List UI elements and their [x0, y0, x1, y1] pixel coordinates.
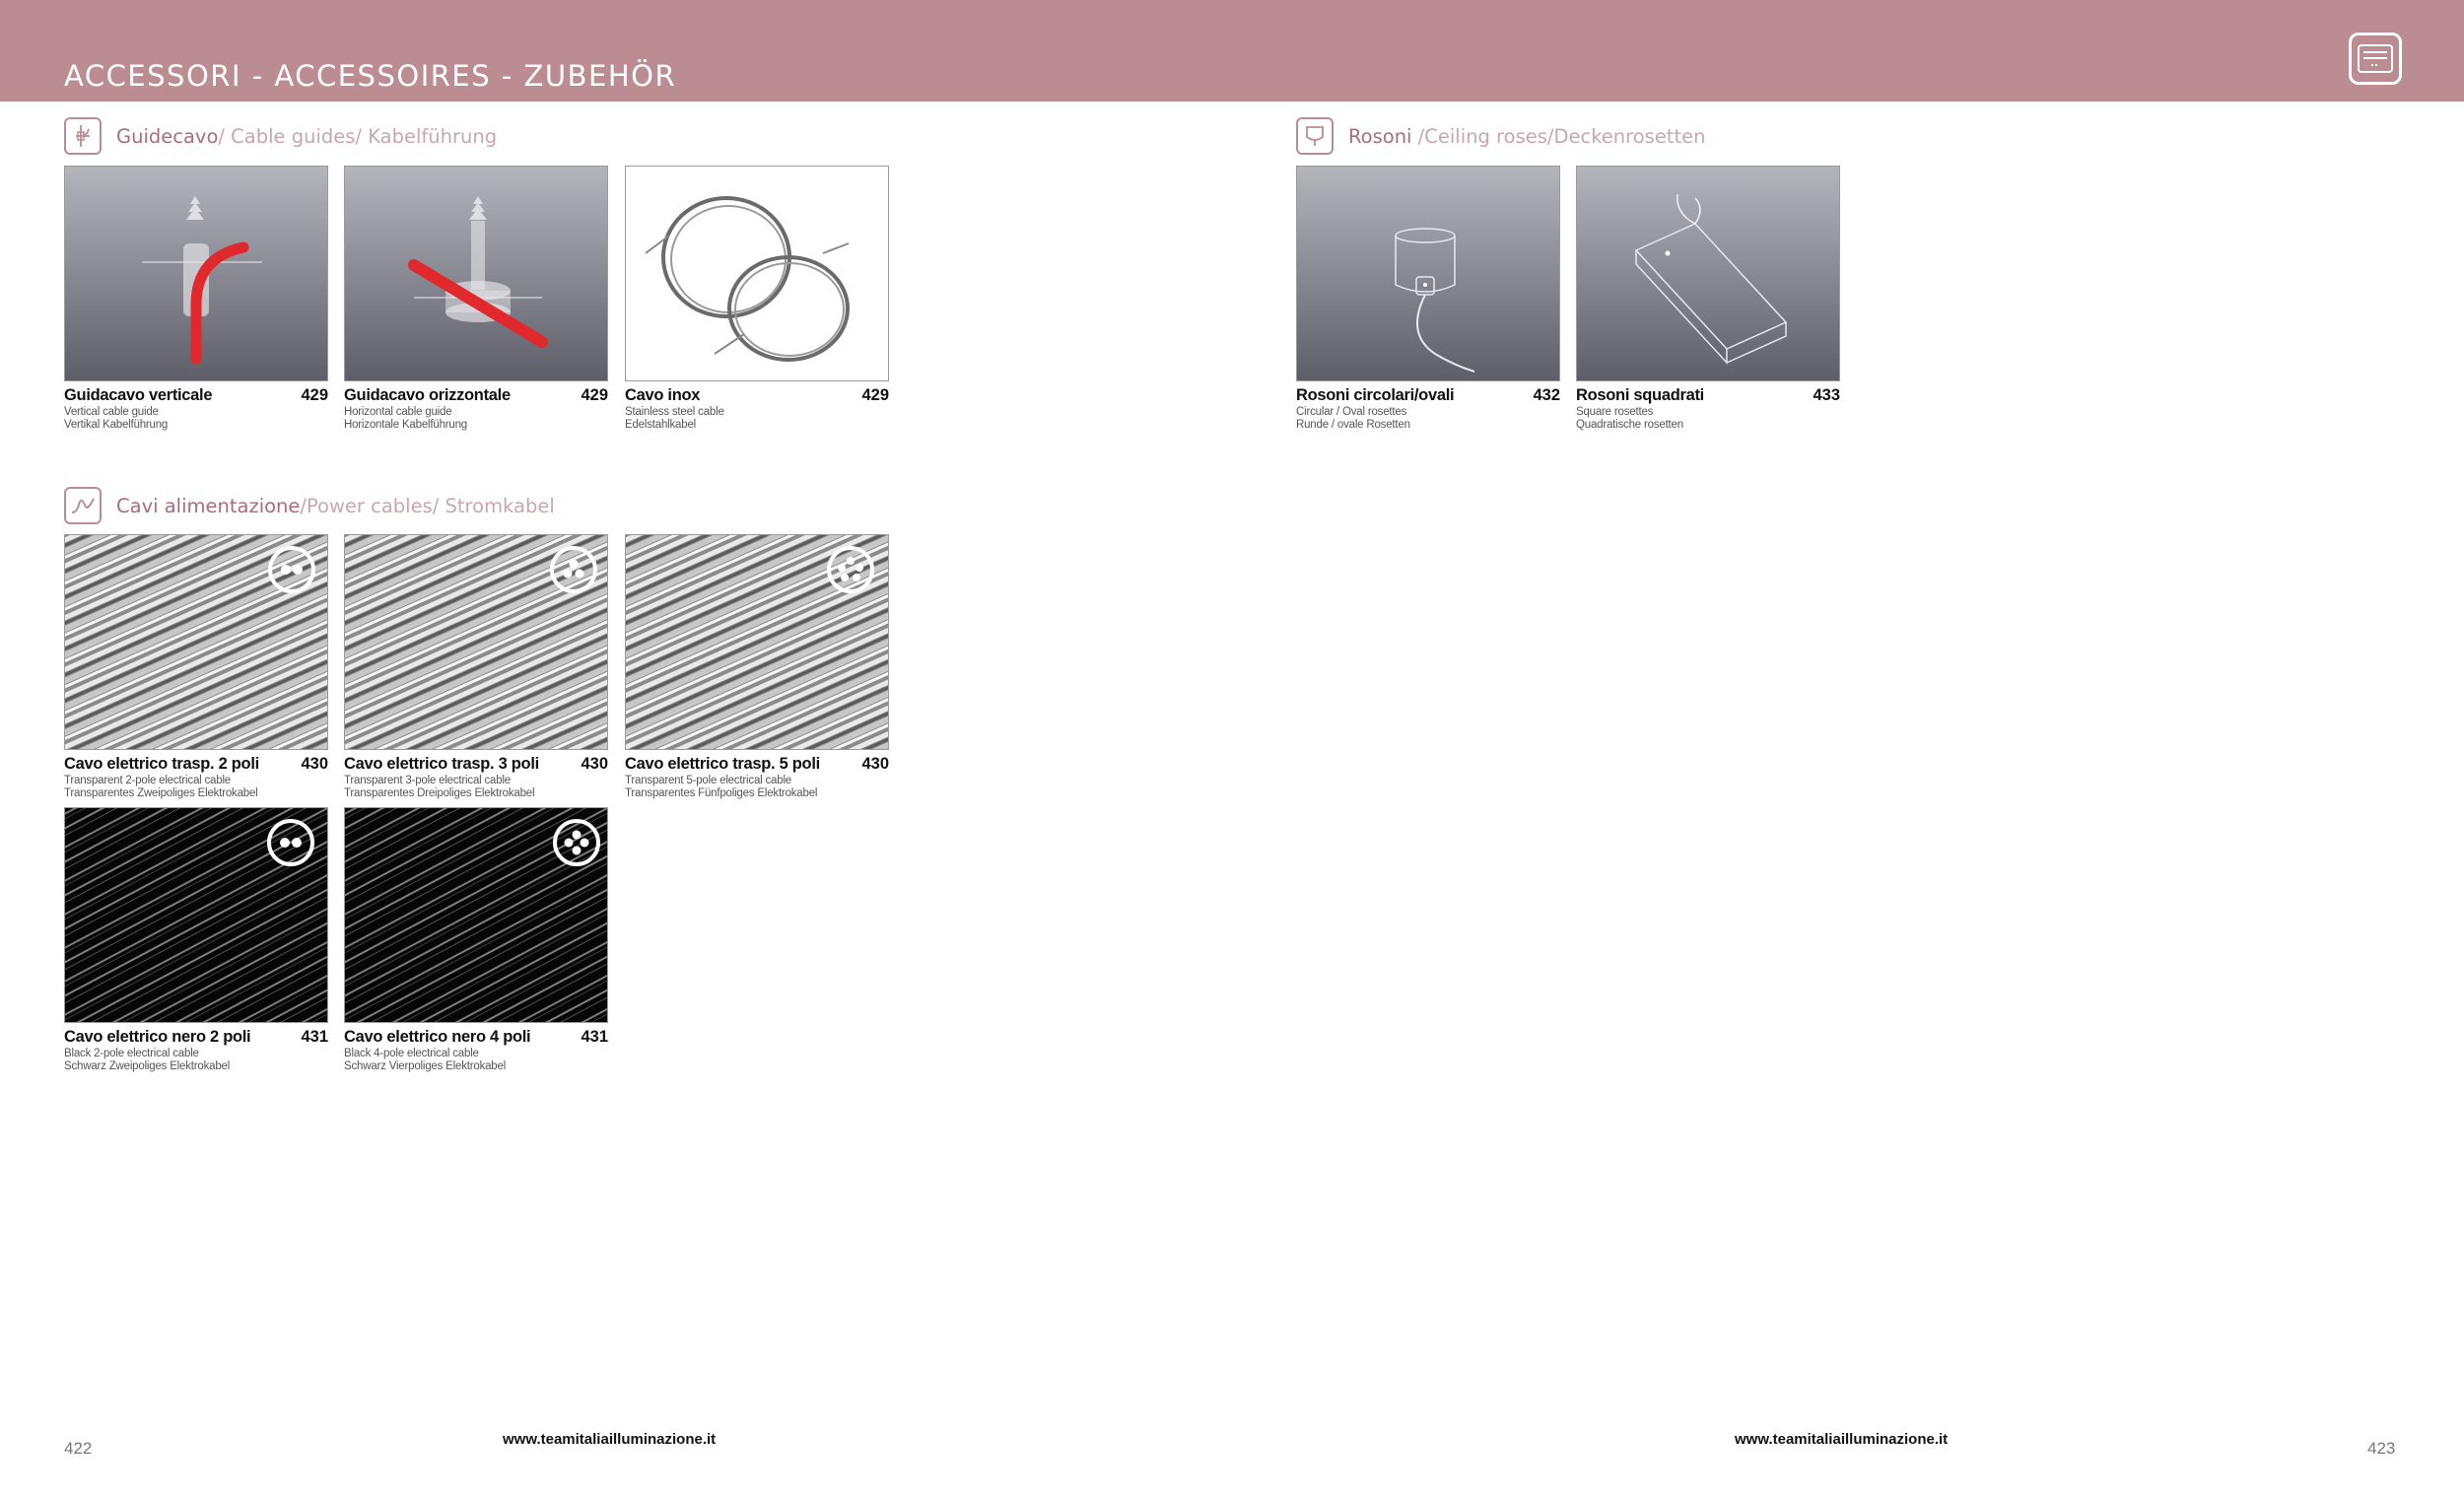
product-image [344, 166, 608, 381]
product-title: Cavo elettrico trasp. 2 poli [64, 755, 259, 773]
product-desc-de: Runde / ovale Rosetten [1296, 419, 1410, 431]
page-reference: 432 [1533, 386, 1560, 404]
product-title: Guidacavo orizzontale [344, 386, 511, 404]
product-desc-de: Quadratische rosetten [1576, 419, 1683, 431]
product-desc-de: Transparentes Zweipoliges Elektrokabel [64, 787, 258, 799]
menu-button[interactable] [2349, 33, 2402, 85]
product-image [344, 807, 608, 1023]
product-card-guide-vertical[interactable] [64, 166, 328, 434]
product-image [64, 807, 328, 1023]
product-title: Guidacavo verticale [64, 386, 213, 404]
product-card-rosoni-squadrati[interactable] [1576, 166, 1840, 434]
product-image [64, 534, 328, 750]
product-desc-en: Transparent 5-pole electrical cable [625, 775, 791, 786]
product-desc-de: Schwarz Vierpoliges Elektrokabel [344, 1060, 507, 1072]
product-title: Rosoni squadrati [1576, 386, 1704, 404]
product-desc-en: Black 2-pole electrical cable [64, 1048, 199, 1059]
product-desc-en: Transparent 2-pole electrical cable [64, 775, 231, 786]
product-desc-en: Transparent 3-pole electrical cable [344, 775, 511, 786]
product-title: Cavo elettrico trasp. 5 poli [625, 755, 820, 773]
product-image [64, 166, 328, 381]
section-subtitle: /Ceiling roses/Deckenrosetten [1411, 124, 1706, 148]
page-reference: 431 [301, 1028, 328, 1046]
cable-guide-icon [64, 117, 102, 155]
product-title: Cavo inox [625, 386, 701, 404]
product-card-nero-2[interactable] [64, 807, 328, 1075]
page-number-right: 423 [2367, 1439, 2396, 1458]
page-reference: 429 [301, 386, 328, 404]
product-card-guide-horizontal[interactable] [344, 166, 608, 434]
product-image [625, 534, 889, 750]
product-card-trasp-2[interactable] [64, 534, 328, 802]
page-reference: 429 [861, 386, 889, 404]
product-desc-de: Horizontale Kabelführung [344, 419, 467, 431]
page-reference: 430 [301, 755, 328, 773]
section-title: Rosoni [1348, 124, 1412, 148]
page-title: ACCESSORI - ACCESSOIRES - ZUBEHÖR [64, 59, 677, 93]
product-image [1296, 166, 1560, 381]
product-card-rosoni-circolari[interactable] [1296, 166, 1560, 434]
product-card-nero-4[interactable] [344, 807, 608, 1075]
product-desc-en: Circular / Oval rosettes [1296, 406, 1407, 418]
product-card-trasp-5[interactable] [625, 534, 889, 802]
ceiling-rose-icon [1296, 117, 1334, 155]
product-desc-en: Square rosettes [1576, 406, 1654, 418]
page-reference: 431 [581, 1028, 608, 1046]
section-power-cables [64, 487, 555, 524]
product-desc-en: Horizontal cable guide [344, 406, 452, 418]
power-cable-icon [64, 487, 102, 524]
product-image [344, 534, 608, 750]
product-desc-en: Black 4-pole electrical cable [344, 1048, 479, 1059]
page-header [0, 0, 2464, 102]
product-title: Cavo elettrico nero 2 poli [64, 1028, 251, 1046]
product-image [625, 166, 889, 381]
product-desc-de: Transparentes Dreipoliges Elektrokabel [344, 787, 535, 799]
page-reference: 430 [581, 755, 608, 773]
product-card-trasp-3[interactable] [344, 534, 608, 802]
product-title: Rosoni circolari/ovali [1296, 386, 1455, 404]
page-reference: 429 [581, 386, 608, 404]
section-subtitle: /Power cables/ Stromkabel [300, 494, 555, 517]
product-desc-de: Vertikal Kabelführung [64, 419, 169, 431]
website-link-right[interactable]: www.teamitaliailluminazione.it [1735, 1431, 1949, 1448]
product-desc-de: Schwarz Zweipoliges Elektrokabel [64, 1060, 231, 1072]
product-card-cavo-inox[interactable] [625, 166, 889, 434]
product-desc-de: Transparentes Fünfpoliges Elektrokabel [625, 787, 818, 799]
website-link-left[interactable]: www.teamitaliailluminazione.it [503, 1431, 717, 1448]
page-reference: 433 [1813, 386, 1840, 404]
page-reference: 430 [861, 755, 889, 773]
section-ceiling-roses [1296, 117, 1705, 155]
product-title: Cavo elettrico nero 4 poli [344, 1028, 531, 1046]
section-title: Guidecavo [116, 124, 219, 148]
product-image [1576, 166, 1840, 381]
section-subtitle: / Cable guides/ Kabelführung [218, 124, 498, 148]
product-title: Cavo elettrico trasp. 3 poli [344, 755, 539, 773]
section-title: Cavi alimentazione [116, 494, 301, 517]
product-desc-de: Edelstahlkabel [625, 419, 697, 431]
page-number-left: 422 [64, 1439, 93, 1458]
menu-icon [2358, 42, 2393, 75]
section-cable-guides [64, 117, 497, 155]
product-desc-en: Stainless steel cable [625, 406, 724, 418]
product-desc-en: Vertical cable guide [64, 406, 159, 418]
